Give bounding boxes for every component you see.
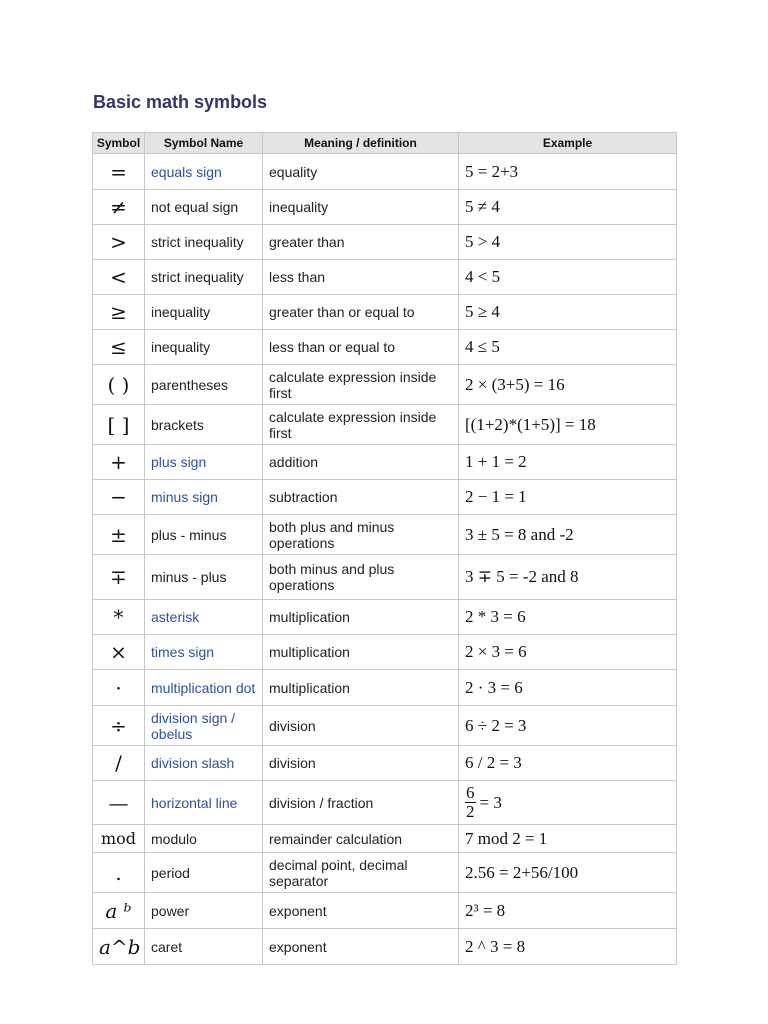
example-cell: 5 ≠ 4: [459, 190, 677, 225]
symbol-name-link[interactable]: horizontal line: [145, 781, 263, 825]
symbol-cell: >: [93, 225, 145, 260]
table-row: [93, 555, 677, 600]
symbol-name-cell: not equal sign: [145, 190, 263, 225]
math-symbols-table: [92, 132, 677, 965]
symbol-cell: ≠: [93, 190, 145, 225]
meaning-cell: calculate expression inside first: [263, 365, 459, 405]
example-cell: 2 * 3 = 6: [459, 600, 677, 635]
symbol-cell: −: [93, 480, 145, 515]
meaning-cell: multiplication: [263, 635, 459, 670]
symbol-cell: ≤: [93, 330, 145, 365]
table-row: [93, 190, 677, 225]
symbol-name-cell: minus - plus: [145, 555, 263, 600]
example-cell: 5 ≥ 4: [459, 295, 677, 330]
meaning-cell: subtraction: [263, 480, 459, 515]
symbol-name-link[interactable]: multiplication dot: [145, 670, 263, 706]
meaning-cell: calculate expression inside first: [263, 405, 459, 445]
example-cell: 7 mod 2 = 1: [459, 825, 677, 853]
symbol-name-cell: plus - minus: [145, 515, 263, 555]
symbol-name-link[interactable]: division slash: [145, 746, 263, 781]
symbol-cell: .: [93, 853, 145, 893]
symbol-cell: mod: [93, 825, 145, 853]
example-cell: 2 − 1 = 1: [459, 480, 677, 515]
table-row: [93, 445, 677, 480]
table-row: [93, 825, 677, 853]
page-title: Basic math symbols: [93, 92, 268, 112]
header-symbol-name: Symbol Name: [145, 133, 263, 154]
meaning-cell: multiplication: [263, 670, 459, 706]
symbol-name-link[interactable]: minus sign: [145, 480, 263, 515]
symbol-cell: —: [93, 781, 145, 825]
table-row: [93, 853, 677, 893]
example-cell: [459, 781, 677, 825]
meaning-cell: division: [263, 746, 459, 781]
fraction-result: = 3: [479, 792, 502, 812]
symbol-name-cell: period: [145, 853, 263, 893]
table-row: [93, 225, 677, 260]
table-row: [93, 260, 677, 295]
example-cell: 3 ∓ 5 = -2 and 8: [459, 555, 677, 600]
example-cell: 2 · 3 = 6: [459, 670, 677, 706]
table-row: [93, 600, 677, 635]
symbol-name-cell: strict inequality: [145, 225, 263, 260]
table-row: [93, 405, 677, 445]
table-row: [93, 670, 677, 706]
symbol-cell: ∓: [93, 555, 145, 600]
fraction-numerator: 6: [466, 783, 475, 802]
table-row: [93, 365, 677, 405]
meaning-cell: greater than: [263, 225, 459, 260]
meaning-cell: division: [263, 706, 459, 746]
table-header-row: [93, 133, 677, 154]
symbol-cell: ( ): [93, 365, 145, 405]
table-row: [93, 295, 677, 330]
header-meaning: Meaning / definition: [263, 133, 459, 154]
symbol-name-link[interactable]: asterisk: [145, 600, 263, 635]
example-cell: 2.56 = 2+56/100: [459, 853, 677, 893]
meaning-cell: both plus and minus operations: [263, 515, 459, 555]
meaning-cell: remainder calculation: [263, 825, 459, 853]
symbol-name-cell: modulo: [145, 825, 263, 853]
meaning-cell: multiplication: [263, 600, 459, 635]
symbol-name-cell: inequality: [145, 295, 263, 330]
symbol-name-link[interactable]: division sign / obelus: [145, 706, 263, 746]
meaning-cell: both minus and plus operations: [263, 555, 459, 600]
example-cell: 5 > 4: [459, 225, 677, 260]
symbol-cell: *: [93, 600, 145, 635]
example-cell: 3 ± 5 = 8 and -2: [459, 515, 677, 555]
table-row: [93, 515, 677, 555]
symbol-cell: a ᵇ: [93, 893, 145, 929]
symbol-cell: <: [93, 260, 145, 295]
symbol-cell: ·: [93, 670, 145, 706]
meaning-cell: less than: [263, 260, 459, 295]
example-cell: 2 × (3+5) = 16: [459, 365, 677, 405]
example-cell: [(1+2)*(1+5)] = 18: [459, 405, 677, 445]
meaning-cell: less than or equal to: [263, 330, 459, 365]
symbol-name-cell: caret: [145, 929, 263, 965]
symbol-cell: +: [93, 445, 145, 480]
symbol-name-link[interactable]: equals sign: [145, 154, 263, 190]
symbol-name-link[interactable]: plus sign: [145, 445, 263, 480]
meaning-cell: exponent: [263, 893, 459, 929]
symbol-name-cell: brackets: [145, 405, 263, 445]
symbol-cell: a^b: [93, 929, 145, 965]
example-cell: 4 < 5: [459, 260, 677, 295]
fraction: [465, 784, 476, 821]
symbol-name-cell: power: [145, 893, 263, 929]
table-row: [93, 781, 677, 825]
symbol-cell: ÷: [93, 706, 145, 746]
symbol-name-cell: parentheses: [145, 365, 263, 405]
table-row: [93, 330, 677, 365]
table-row: [93, 929, 677, 965]
header-symbol: Symbol: [93, 133, 145, 154]
table-row: [93, 706, 677, 746]
example-cell: 6 ÷ 2 = 3: [459, 706, 677, 746]
table-row: [93, 893, 677, 929]
meaning-cell: addition: [263, 445, 459, 480]
symbol-name-cell: inequality: [145, 330, 263, 365]
symbol-cell: ×: [93, 635, 145, 670]
symbol-cell: [ ]: [93, 405, 145, 445]
meaning-cell: greater than or equal to: [263, 295, 459, 330]
example-cell: 2³ = 8: [459, 893, 677, 929]
example-cell: 4 ≤ 5: [459, 330, 677, 365]
table-row: [93, 154, 677, 190]
example-cell: 6 / 2 = 3: [459, 746, 677, 781]
example-cell: 5 = 2+3: [459, 154, 677, 190]
meaning-cell: equality: [263, 154, 459, 190]
table-row: [93, 746, 677, 781]
symbol-cell: ±: [93, 515, 145, 555]
example-cell: 2 ^ 3 = 8: [459, 929, 677, 965]
fraction-denominator: 2: [466, 802, 475, 821]
table-row: [93, 635, 677, 670]
symbol-name-link[interactable]: times sign: [145, 635, 263, 670]
symbol-cell: ≥: [93, 295, 145, 330]
table-row: [93, 480, 677, 515]
meaning-cell: exponent: [263, 929, 459, 965]
symbol-cell: =: [93, 154, 145, 190]
example-cell: 1 + 1 = 2: [459, 445, 677, 480]
example-cell: 2 × 3 = 6: [459, 635, 677, 670]
header-example: Example: [459, 133, 677, 154]
meaning-cell: decimal point, decimal separator: [263, 853, 459, 893]
meaning-cell: inequality: [263, 190, 459, 225]
meaning-cell: division / fraction: [263, 781, 459, 825]
symbol-name-cell: strict inequality: [145, 260, 263, 295]
symbol-cell: /: [93, 746, 145, 781]
